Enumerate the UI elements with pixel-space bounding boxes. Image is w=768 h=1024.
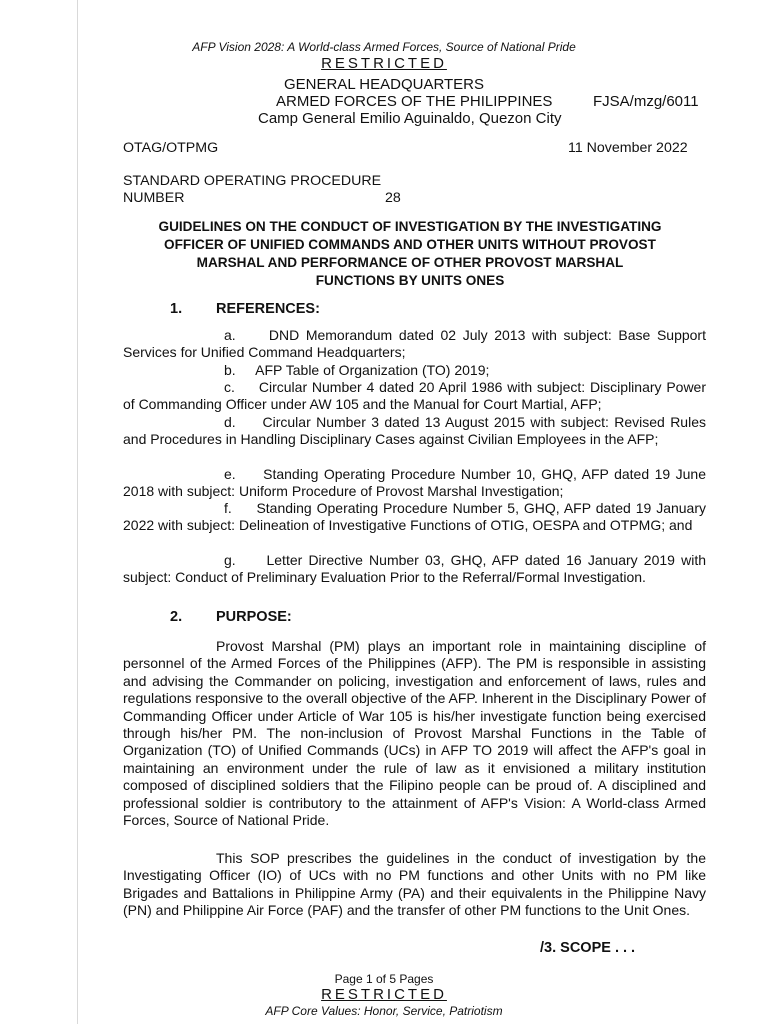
section-2-number: 2. xyxy=(170,609,183,625)
reference-code: FJSA/mzg/6011 xyxy=(593,93,699,110)
hq-line-1: GENERAL HEADQUARTERS xyxy=(283,76,485,93)
continuation-marker: /3. SCOPE . . . xyxy=(540,940,636,956)
reference-label: b. xyxy=(224,362,236,378)
sop-number-label: NUMBER xyxy=(123,190,185,206)
purpose-paragraph-1: Provost Marshal (PM) plays an important role in maintaining discipline of personnel of the Armed Forces of the Philippines (AFP). The PM is responsible in assisting and advising the Commander on policing, investigation and enforcement of laws, rules and regulations responsive to the overall objective of the AFP. Inherent in the Disciplinary Power of Commanding Officer under Article of War 105 is his/her investigate function being exercised through his/her PM. The non-inclusion of Provost Marshal Functions in the Table of Organization (TO) of Unified Commands (UCs) in AFP TO 2019 will affect the AFP's goal in maintaining an environment under the rule of law as it envisioned a military institution composed of disciplined soldiers that the Filipino people can be proud of. A disciplined and professional soldier is contributory to the attainment of AFP's Vision: A World-class Armed Forces, Source of National Pride. xyxy=(123,638,706,829)
title-line: OFFICER OF UNIFIED COMMANDS AND OTHER UNITS WITHOUT PROVOST xyxy=(164,237,656,252)
reference-label: f. xyxy=(224,500,232,516)
reference-label: c. xyxy=(224,379,235,395)
reference-label: g. xyxy=(224,552,236,568)
reference-item-a xyxy=(123,327,706,362)
reference-item-e xyxy=(123,466,706,501)
page-number: Page 1 of 5 Pages xyxy=(334,972,434,986)
reference-text: Circular Number 3 dated 13 August 2015 with subject: Revised Rules and Procedures in Handling Disciplinary Cases against Civilian Employees in the AFP; xyxy=(123,414,706,448)
reference-text: Standing Operating Procedure Number 10, GHQ, AFP dated 19 June 2018 with subject: Uniform Procedure of Provost Marshal Investigation; xyxy=(123,466,706,500)
document-title xyxy=(108,218,712,290)
title-line: GUIDELINES ON THE CONDUCT OF INVESTIGATION BY THE INVESTIGATING xyxy=(158,219,662,234)
classification-footer: RESTRICTED xyxy=(321,986,447,1003)
reference-item-c xyxy=(123,379,706,414)
section-1-heading: REFERENCES: xyxy=(216,301,320,317)
document-date: 11 November 2022 xyxy=(568,140,688,156)
hq-line-3: Camp General Emilio Aguinaldo, Quezon City xyxy=(258,110,562,127)
hq-line-2: ARMED FORCES OF THE PHILIPPINES xyxy=(276,93,553,110)
section-1-number: 1. xyxy=(170,301,183,317)
reference-text: Circular Number 4 dated 20 April 1986 with subject: Disciplinary Power of Commanding Officer under AW 105 and the Manual for Court Martial, AFP; xyxy=(123,379,707,413)
purpose-paragraph-2: This SOP prescribes the guidelines in the conduct of investigation by the Investigating Officer (IO) of UCs with no PM functions and other Units with no PM like Brigades and Battalions in Philippine Army (PA) and their equivalents in the Philippine Navy (PN) and Philippine Air Force (PAF) and the transfer of other PM functions to the Unit Ones. xyxy=(123,850,706,919)
reference-text: DND Memorandum dated 02 July 2013 with subject: Base Support Services for Unified Command Headquarters; xyxy=(123,327,706,361)
office-code: OTAG/OTPMG xyxy=(123,140,219,156)
reference-text: AFP Table of Organization (TO) 2019; xyxy=(255,362,490,378)
reference-item-g xyxy=(123,552,706,587)
reference-label: e. xyxy=(224,466,236,482)
reference-label: a. xyxy=(224,327,236,343)
reference-item-f xyxy=(123,500,706,535)
title-line: FUNCTIONS BY UNITS ONES xyxy=(315,273,505,288)
afp-core-values: AFP Core Values: Honor, Service, Patriotism xyxy=(265,1004,503,1018)
section-2-heading: PURPOSE: xyxy=(216,609,292,625)
sop-number: 28 xyxy=(385,190,401,206)
sop-label: STANDARD OPERATING PROCEDURE xyxy=(123,173,382,189)
reference-text: Standing Operating Procedure Number 5, GHQ, AFP dated 19 January 2022 with subject: Delineation of Investigative Functions of OTIG, OESPA and OTPMG; and xyxy=(123,500,707,534)
reference-item-d xyxy=(123,414,706,449)
reference-text: Letter Directive Number 03, GHQ, AFP dated 16 January 2019 with subject: Conduct of Preliminary Evaluation Prior to the Referral/Formal Investigation. xyxy=(123,552,707,586)
reference-item-b xyxy=(123,362,706,379)
title-line: MARSHAL AND PERFORMANCE OF OTHER PROVOST MARSHAL xyxy=(196,255,624,270)
reference-label: d. xyxy=(224,414,236,430)
afp-vision-tagline: AFP Vision 2028: A World-class Armed Forces, Source of National Pride xyxy=(192,40,576,54)
page-margin-line xyxy=(77,0,78,1024)
classification-header: RESTRICTED xyxy=(321,55,447,72)
